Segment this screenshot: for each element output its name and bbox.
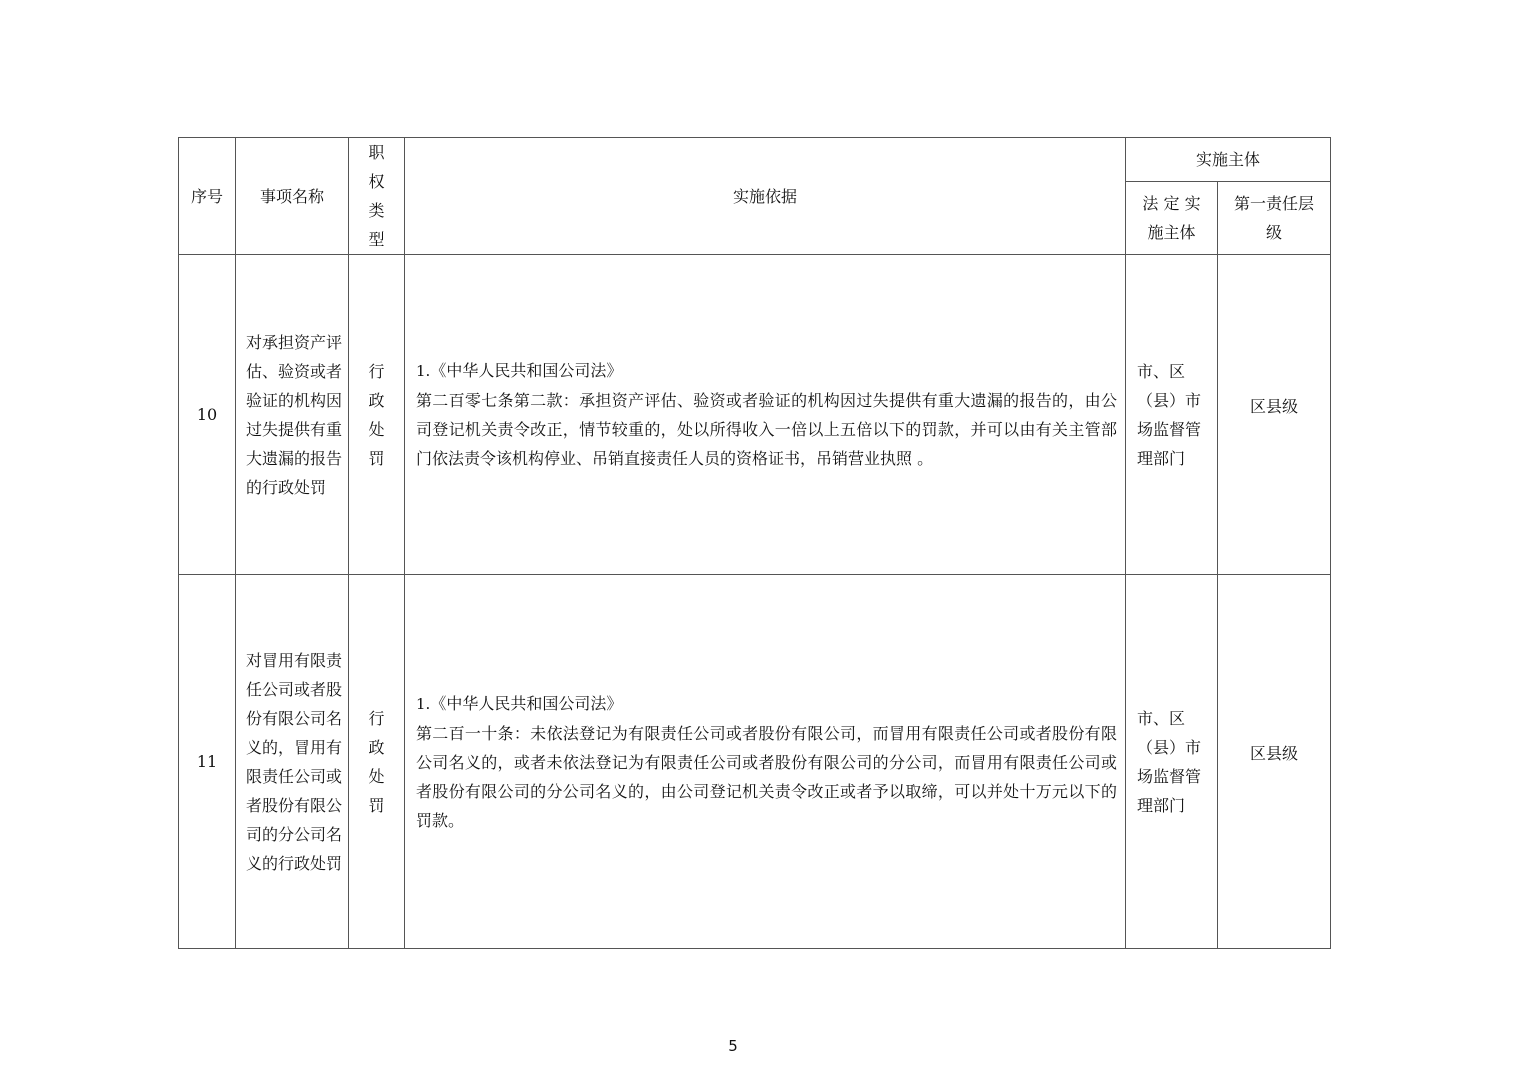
table-row (179, 575, 1331, 949)
row-level-cell (1218, 575, 1331, 949)
basis-index: 1. (416, 362, 431, 380)
header-item-name: 事项名称 (236, 138, 349, 255)
header-first-responsibility-level: 第一责任层级 (1218, 182, 1331, 255)
table-row (179, 255, 1331, 575)
row-authority-type: 行政处罚 (349, 255, 405, 575)
row-authority-type: 行政处罚 (349, 575, 405, 949)
basis-law-title (416, 356, 1117, 386)
row-seq: 10 (179, 255, 236, 575)
basis-law-title (416, 689, 1117, 719)
header-authority-type: 职权类型 (349, 138, 405, 255)
row-level: 区县级 (1250, 397, 1299, 416)
header-seq: 序号 (179, 138, 236, 255)
basis-law: 《中华人民共和国公司法》 (430, 693, 623, 713)
header-implementer: 实施主体 (1126, 138, 1331, 182)
basis-text: 第二百零七条第二款：承担资产评估、验资或者验证的机构因过失提供有重大遗漏的报告的，由公司登记机关责令改正，情节较重的，处以所得收入一倍以上五倍以下的罚款，并可以由有关主管部门依法责令该机构停业、吊销直接责任人员的资格证书，吊销营业执照 。 (416, 391, 1117, 468)
header-legal-implementer: 法 定 实施主体 (1126, 182, 1218, 255)
basis-text: 第二百一十条：未依法登记为有限责任公司或者股份有限公司，而冒用有限责任公司或者股份有限公司名义的，或者未依法登记为有限责任公司或者股份有限公司的分公司，而冒用有限责任公司或者股份有限公司的分公司名义的，由公司登记机关责令改正或者予以取缔，可以并处十万元以下的罚款。 (416, 723, 1117, 830)
row-legal-implementer: 市、区（县）市场监督管理部门 (1126, 575, 1218, 949)
basis-index: 1. (416, 694, 431, 713)
row-level-cell (1218, 255, 1331, 575)
row-legal-implementer: 市、区（县）市场监督管理部门 (1126, 255, 1218, 575)
enforcement-table (178, 137, 1331, 949)
row-item-name: 对冒用有限责任公司或者股份有限公司名义的，冒用有限责任公司或者股份有限公司的分公司名义的行政处罚 (236, 575, 349, 949)
row-basis (405, 255, 1126, 575)
header-basis: 实施依据 (405, 138, 1126, 255)
row-level: 区县级 (1250, 744, 1299, 763)
row-basis (405, 575, 1126, 949)
row-seq: 11 (179, 575, 236, 949)
page-number: 5 (728, 1037, 738, 1055)
basis-law: 《中华人民共和国公司法》 (430, 361, 623, 380)
row-item-name: 对承担资产评估、验资或者验证的机构因过失提供有重大遗漏的报告的行政处罚 (236, 255, 349, 575)
